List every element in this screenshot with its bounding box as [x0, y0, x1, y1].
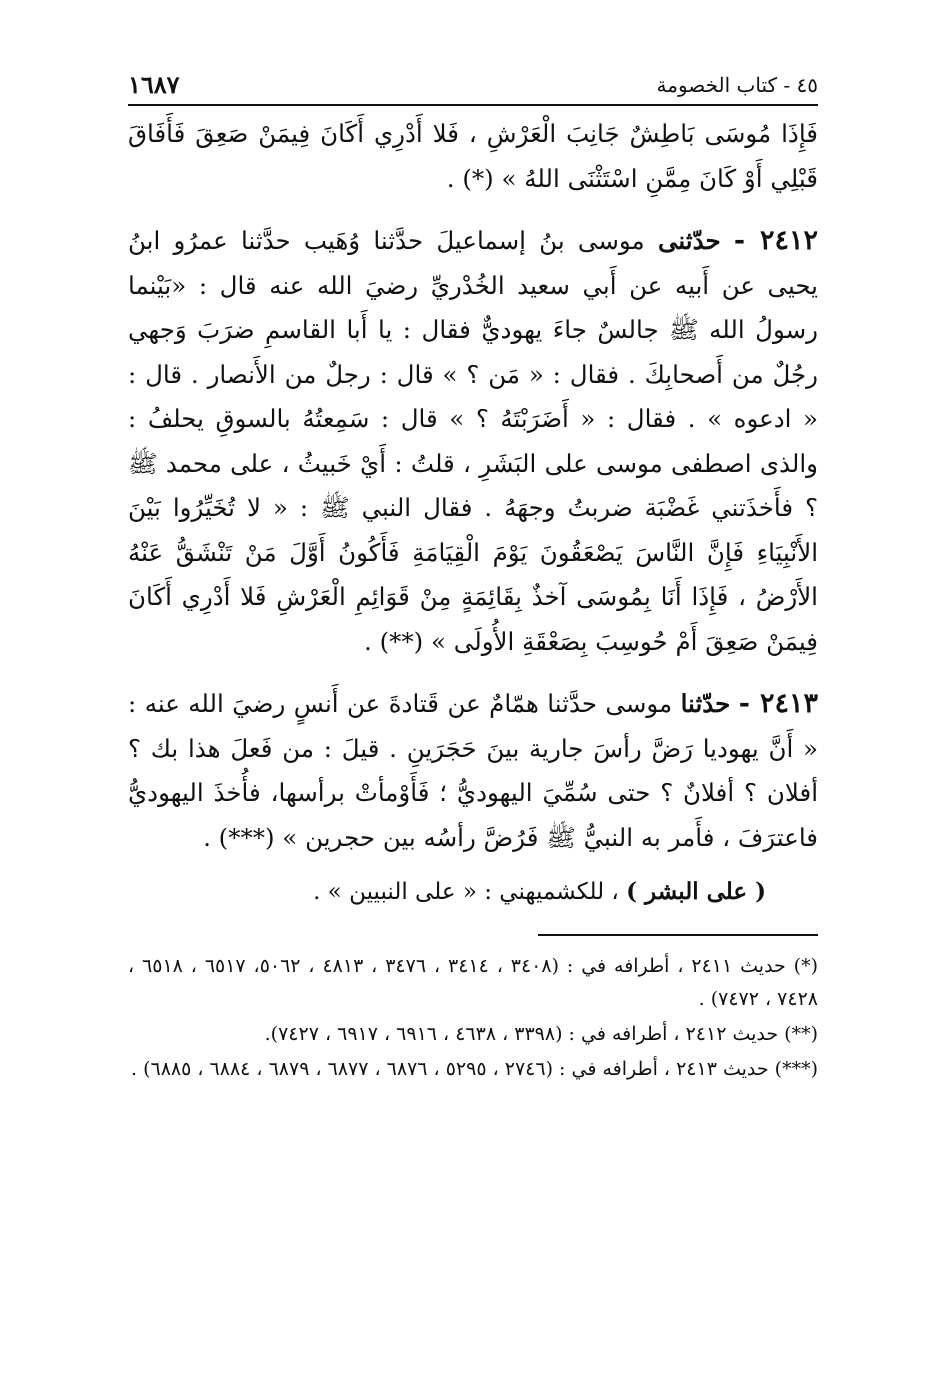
footnote: (***) حديث ٢٤١٣ ، أطرافه في : (٢٧٤٦ ، ٥٢٩٥ ، ٦٨٧٦ ، ٦٨٧٧ ، ٦٨٧٩ ، ٦٨٨٤ ، ٦٨٨٥) . — [130, 1058, 818, 1080]
variant-note — [128, 872, 818, 912]
page-number: ١٦٨٧ — [128, 70, 180, 99]
variant-explanation: ، للكشميهني : « على النبيين » . — [313, 879, 619, 905]
hadith-2412 — [128, 219, 818, 664]
hadith-text: موسى بنُ إسماعيلَ حدَّثنا وُهَيب حدَّثنا عمرُو ابنُ يحيى عن أَبيه عن أَبي سعيد الخُدْريِّ رضيَ الله عنه قال : «بَيْنما رسولُ الله ﷺ جالسٌ جاءَ يهوديٌّ فقال : يا أَبا القاسمِ ضرَبَ وَجهي رجُلٌ من أَصحابِكَ . فقال : « مَن ؟ » قال : رجلٌ من الأَنصار . قال : « ادعوه » . فقال : « أَضَرَبْتَهُ ؟ » قال : سَمِعتُهُ بالسوقِ يحلفُ : والذى اصطفى موسى على البَشَرِ ، قلتُ : أَيْ خَبيثُ ، على محمد ﷺ ؟ فأَخذَتني غَضْبَة ضربتُ وجهَهُ . فقال النبي ﷺ : « لا تُخَيِّرُوا بَيْنَ الأَنْبِيَاءِ فَإِنَّ النَّاسَ يَصْعَقُونَ يَوْمَ الْقِيَامَةِ فَأَكُونُ أَوَّلَ مَنْ تَنْشَقُّ عَنْهُ الأَرْضُ ، فَإِذَا أَنَا بِمُوسَى آخذٌ بِقَائِمَةٍ مِنْ قَوَائِمِ الْعَرْشِ فَلا أَدْرِي أَكَانَ فِيمَنْ صَعِقَ أَمْ حُوسِبَ بِصَعْقَةِ الأُولَى » (**) . — [128, 226, 818, 656]
running-header — [128, 70, 818, 106]
continuation-paragraph: فَإِذَا مُوسَى بَاطِشٌ جَانِبَ الْعَرْشِ ، فَلا أَدْرِي أَكَانَ فِيمَنْ صَعِقَ فَأَفَاقَ قَبْلِي أَوْ كَانَ مِمَّنِ اسْتَثْنَى اللهُ » (*) . — [128, 119, 818, 193]
hadith-number: ٢٤١٢ - — [733, 225, 818, 256]
footnote-divider — [538, 934, 818, 936]
main-text — [128, 112, 818, 912]
hadith-2413 — [128, 682, 818, 860]
variant-term: ( على البشر ) — [626, 878, 766, 905]
chapter-title: ٤٥ - كتاب الخصومة — [656, 73, 818, 97]
footnote: (*) حديث ٢٤١١ ، أطرافه في : (٣٤٠٨ ، ٣٤١٤ ، ٣٤٧٦ ، ٤٨١٣ ، ٥٠٦٢، ٦٥١٧ ، ٦٥١٨ ، ٧٤٢٨ ، ٧٤٧٢) . — [128, 955, 819, 1010]
footnotes — [128, 950, 818, 1086]
book-page — [128, 70, 818, 1088]
hadith-text: موسى حدَّثنا همّامٌ عن قَتادةَ عن أَنسٍ رضيَ الله عنه : « أَنَّ يهوديا رَضَّ رأسَ جارية بينَ حَجَرَينِ . قيلَ : من فَعلَ هذا بك ؟ أفلان ؟ أفلانٌ ؟ حتى سُمِّيَ اليهوديُّ ؛ فَأَوْمأتْ برأسها، فأُخذَ اليهوديُّ فاعترَفَ ، فأَمر به النبيُّ ﷺ فَرُضَّ رأسُه بين حجرين » (***) . — [128, 689, 818, 852]
hadith-number: ٢٤١٣ - — [738, 688, 818, 719]
narration-word: حدّثنا — [680, 689, 731, 718]
narration-word: حدّثنى — [657, 226, 721, 255]
footnote: (**) حديث ٢٤١٢ ، أطرافه في : (٣٣٩٨ ، ٤٦٣٨ ، ٦٩١٦ ، ٦٩١٧ ، ٧٤٢٧). — [264, 1023, 818, 1045]
